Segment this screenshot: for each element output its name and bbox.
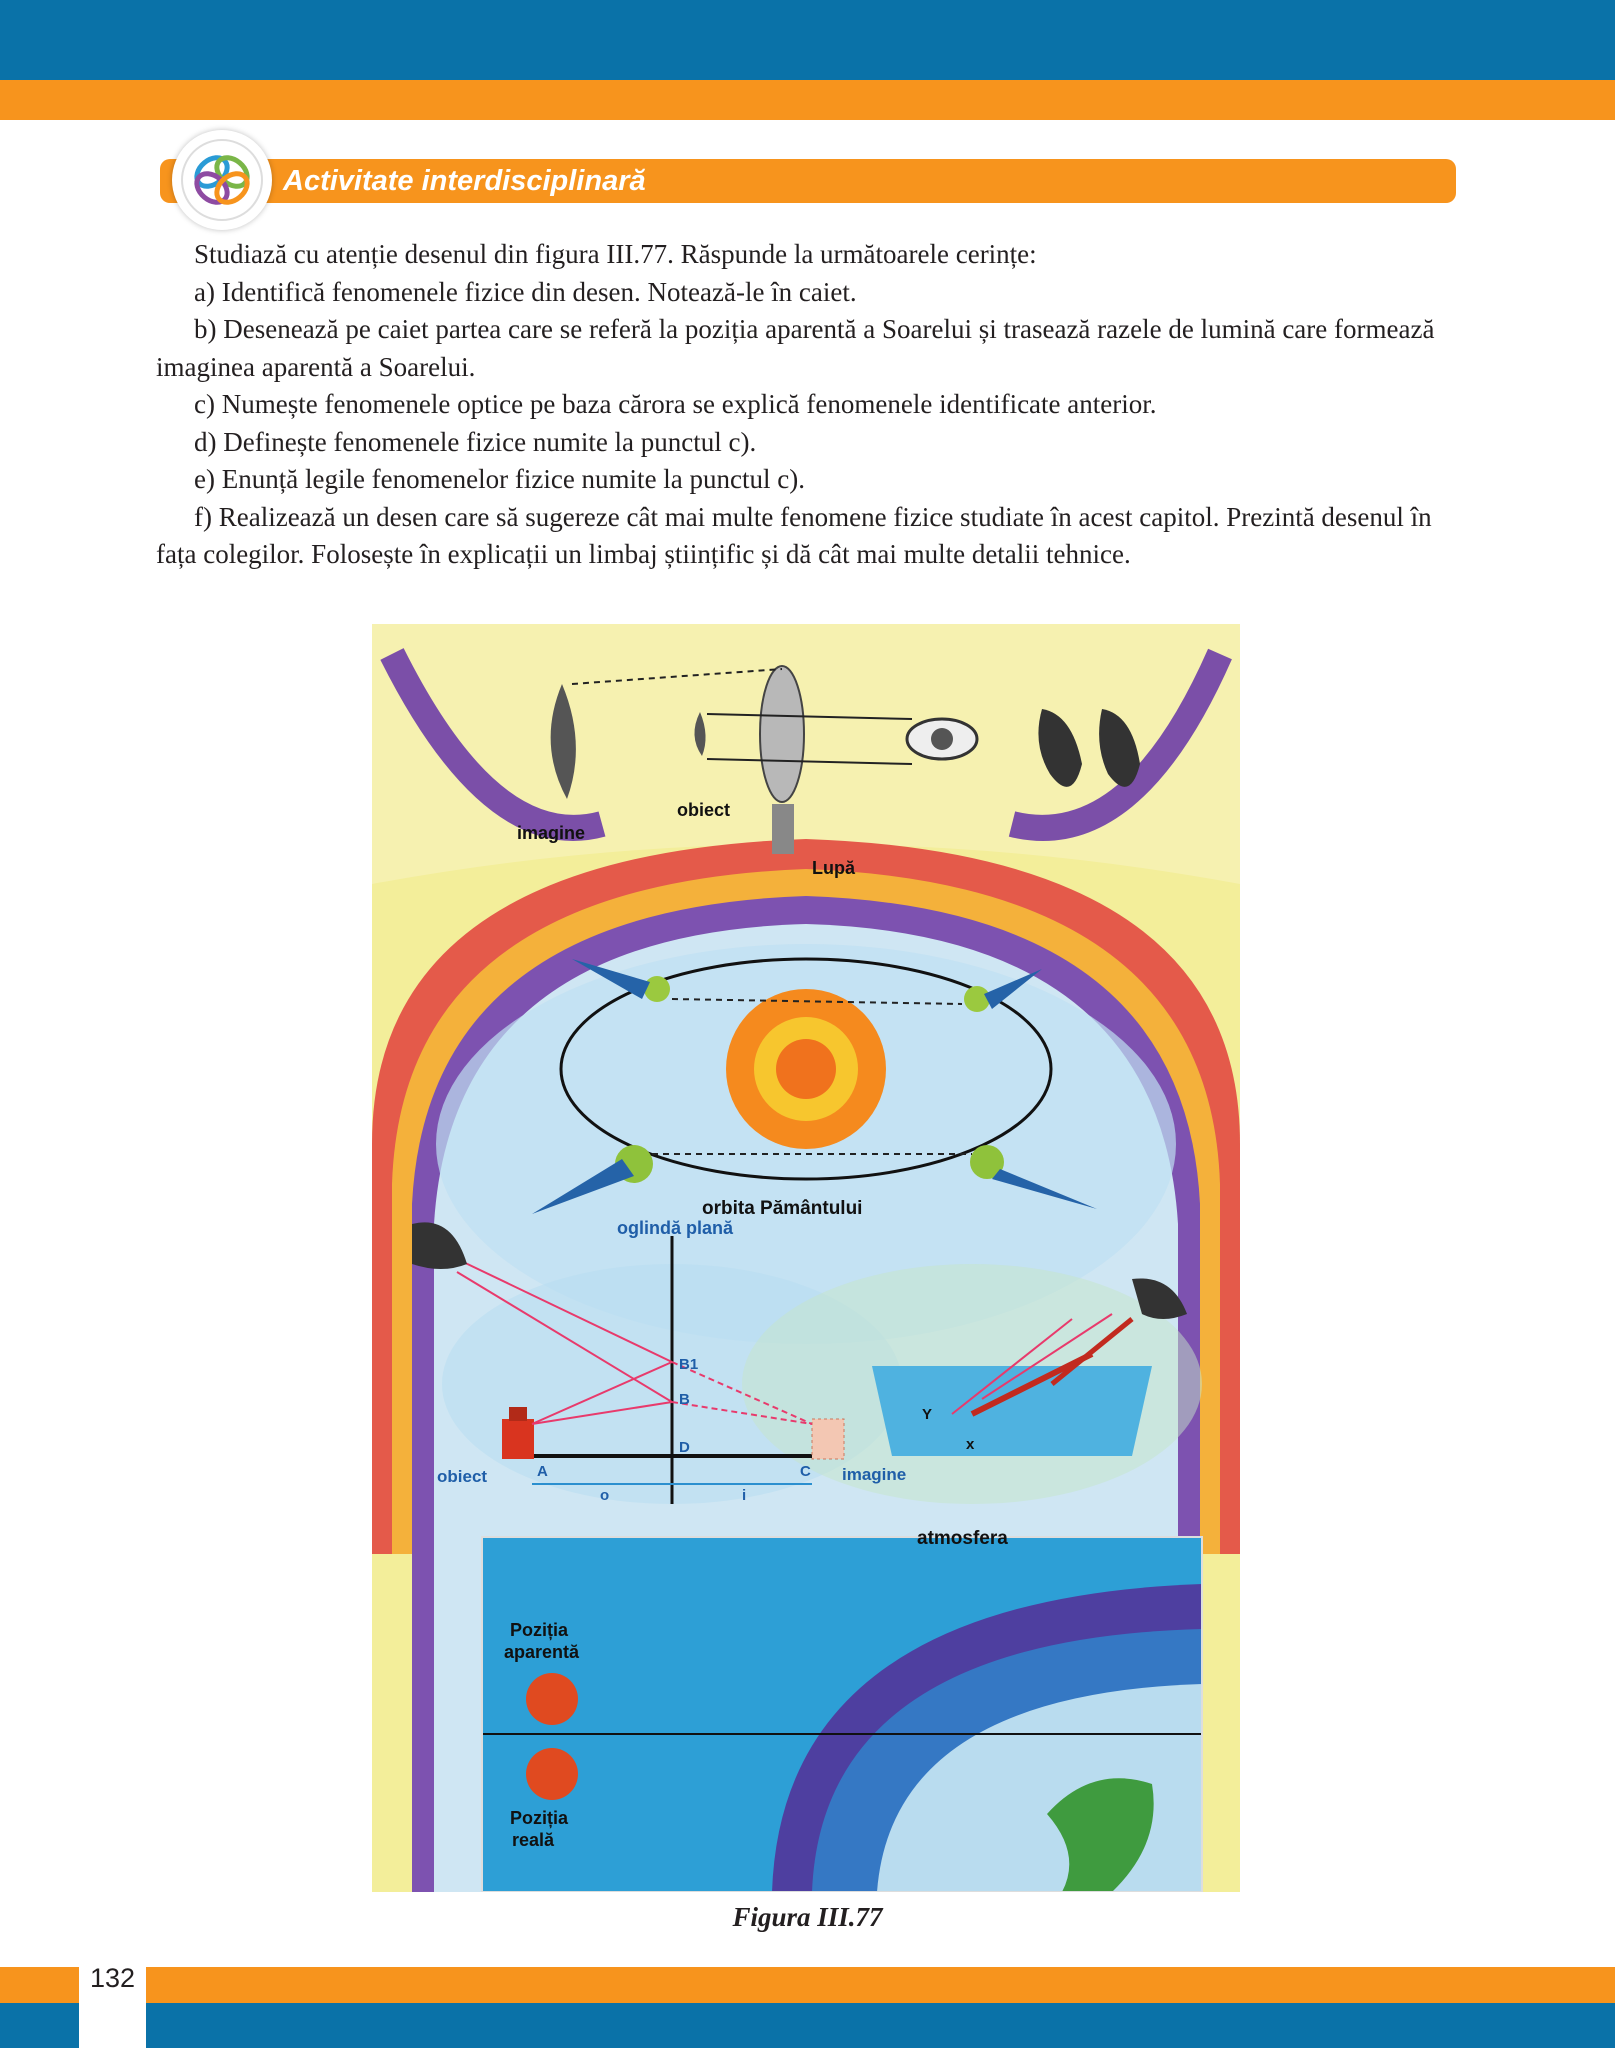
task-intro: Studiază cu atenție desenul din figura III.77. Răspunde la următoarele cerințe: bbox=[194, 239, 1037, 269]
label-c: C bbox=[800, 1463, 811, 1480]
label-y: Y bbox=[922, 1406, 933, 1423]
label-pozitia-aparenta-1: Poziția bbox=[510, 1620, 569, 1640]
label-pozitia-reala-1: Poziția bbox=[510, 1808, 569, 1828]
label-pozitia-reala-2: reală bbox=[512, 1830, 555, 1850]
label-o: o bbox=[600, 1487, 610, 1504]
page-number: 132 bbox=[89, 1963, 136, 1993]
label-lupa: Lupă bbox=[812, 858, 855, 878]
label-i: i bbox=[742, 1487, 747, 1504]
label-imagine-top: imagine bbox=[517, 823, 586, 843]
bottom-blue-band bbox=[0, 2003, 1615, 2048]
interdisciplinary-logo-icon bbox=[172, 130, 272, 230]
section-title: Activitate interdisciplinară bbox=[283, 165, 646, 197]
label-d: D bbox=[679, 1439, 690, 1456]
figure-drawing bbox=[372, 624, 1240, 1892]
figure-caption: Figura III.77 bbox=[732, 1902, 883, 1932]
label-obiect-mirror: obiect bbox=[437, 1467, 488, 1486]
label-a: A bbox=[537, 1463, 548, 1480]
task-item-a: a) Identifică fenomenele fizice din desen. Notează-le în caiet. bbox=[194, 276, 857, 307]
top-orange-band bbox=[0, 80, 1615, 120]
label-x: x bbox=[966, 1436, 975, 1453]
label-mirror: oglindă plană bbox=[617, 1218, 734, 1238]
top-blue-band bbox=[0, 0, 1615, 80]
task-item-f: f) Realizează un desen care să sugereze cât mai multe fenomene fizice studiate în acest capitol. Prezintă desenul în fața colegilor. Folosește în explicații un limbaj științific și dă cât mai multe detalii tehnice. bbox=[156, 501, 1432, 569]
label-obiect-top: obiect bbox=[677, 800, 731, 820]
label-imagine-mirror: imagine bbox=[842, 1465, 907, 1484]
task-item-b: b) Desenează pe caiet partea care se referă la poziția aparentă a Soarelui și trasează razele de lumină care formează imaginea aparentă a Soarelui. bbox=[156, 314, 1435, 382]
label-pozitia-aparenta-2: aparentă bbox=[504, 1642, 580, 1662]
bottom-orange-band bbox=[0, 1967, 1615, 2003]
label-b: B bbox=[679, 1391, 690, 1408]
label-orbit: orbita Pământului bbox=[702, 1198, 863, 1219]
label-atmosfera: atmosfera bbox=[917, 1528, 1008, 1549]
task-text bbox=[156, 236, 1456, 574]
label-b1: B1 bbox=[679, 1356, 699, 1373]
task-item-d: d) Definește fenomenele fizice numite la punctul c). bbox=[194, 426, 757, 457]
task-item-c: c) Numește fenomenele optice pe baza cărora se explică fenomenele identificate anterior. bbox=[194, 389, 1157, 419]
task-item-e: e) Enunță legile fenomenelor fizice numite la punctul c). bbox=[194, 464, 805, 494]
